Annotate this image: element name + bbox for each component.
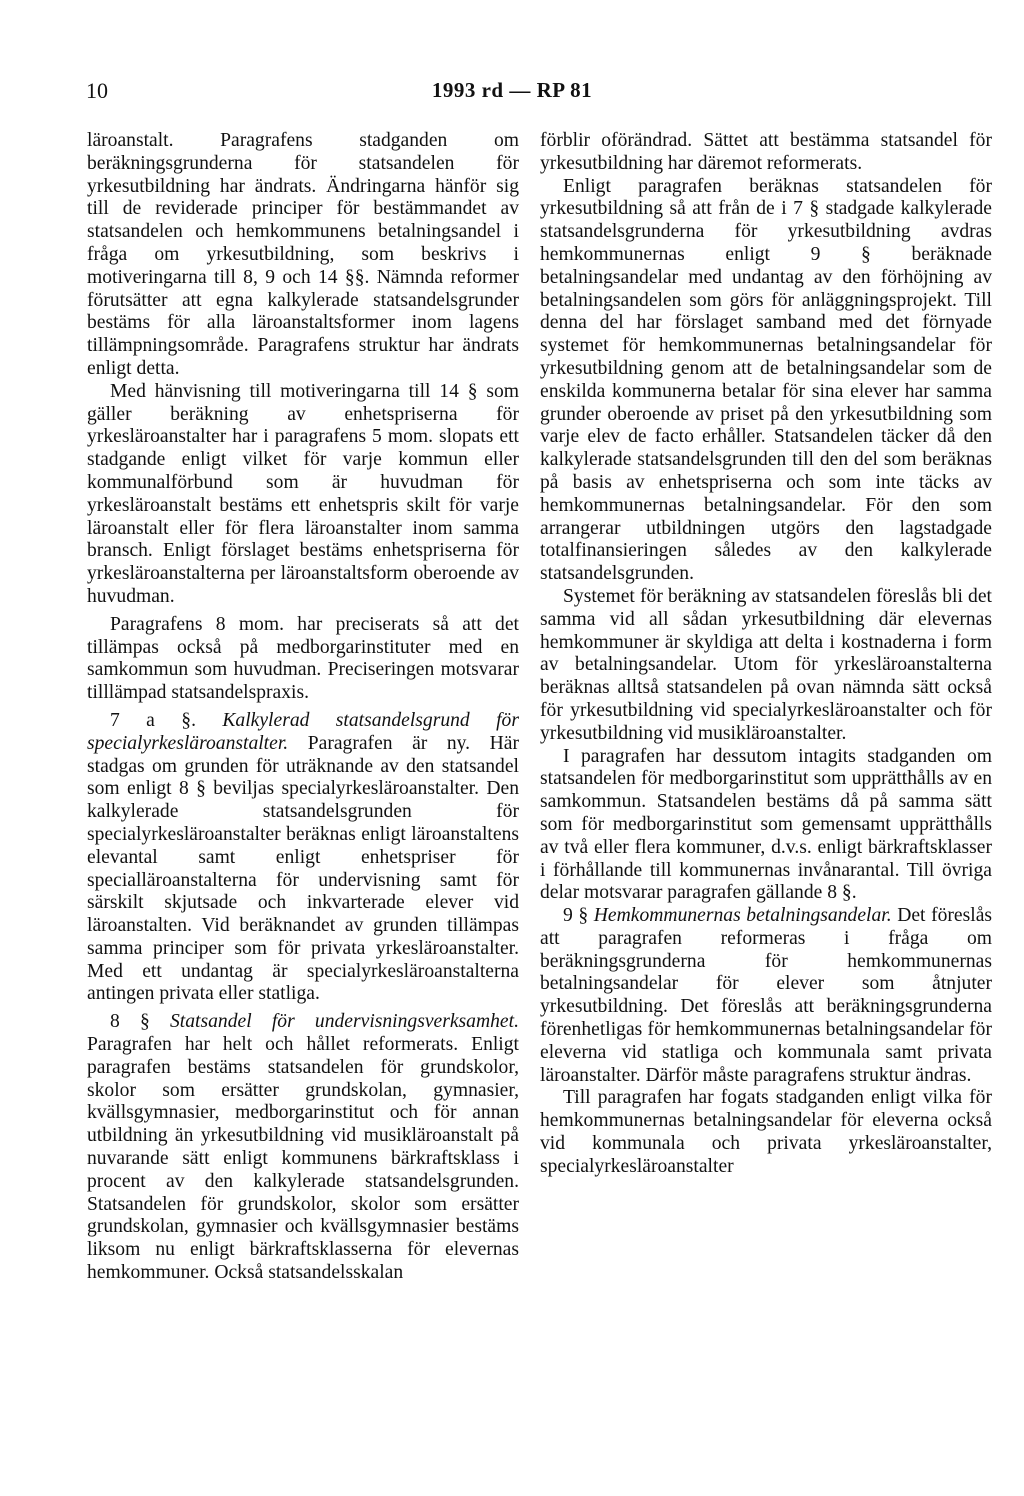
paragraph: Systemet för beräkning av statsandelen föreslås bli det samma vid all sådan yrkesutbildning där elevernas hemkommuner är skyldiga att delta i kostnaderna i form av betalningsandelar. Utom för yrkesläroanstalterna beräknas alltså statsandelen på ovan nämnda sätt också för yrkesutbildning vid specialyrkesläroanstalter och för yrkesutbildning vid musikläroanstalter. [540,585,992,744]
paragraph: Till paragrafen har fogats stadganden enligt vilka för hemkommunernas betalningsandelar för eleverna också vid kommunala och privata yrkesläroanstalter, specialyrkesläroanstalter [540,1087,992,1177]
section-number: 9 § [563,905,589,927]
section-body: Paragrafen har helt och hållet reformerats. Enligt paragrafen bestäms statsandelen för grundskolor, skolor som ersätter grundskolan, gymnasier, kvällsgymnasier, medborgarinstitut och för annan utbildning än yrkesutbildning vid musikläroanstalt på nuvarande sätt enligt kommunens bärkraftsklass i procent av den kalkylerade statsandelsgrunden. Statsandelen för grundskolor, skolor som ersätter grundskolan, gymnasier och kvällsgymnasier bestäms liksom nu enligt bärkraftsklasserna för elevernas hemkommuner. Också statsandelsskalan [87,1034,519,1284]
paragraph: Paragrafens 8 mom. har preciserats så att det tillämpas också på medborgarinstituter med en samkommun som huvudman. Preciseringen motsvarar tilllämpad statsandelspraxis. [87,613,519,704]
paragraph: Med hänvisning till motiveringarna till 14 § som gäller beräkning av enhetspriserna för yrkesläroanstalter har i paragrafens 5 mom. slopats ett stadgande enligt vilket för varje kommun eller kommunalförbund som är huvudman för yrkesläroanstalt bestäms ett enhetspris skilt för varje läroanstalt eller för flera läroanstalter inom samma bransch. Enligt förslaget bestäms enhetspriserna för yrkesläroanstalterna per läroanstaltsform oberoende av huvudman. [87,380,519,607]
running-head: 1993 rd — RP 81 [431,78,593,102]
section-number: 8 § [110,1011,150,1033]
paragraph: Enligt paragrafen beräknas statsandelen för yrkesutbildning så att från de i 7 § stadgade kalkylerade statsandelsgrunderna för yrkesutbildning avdras hemkommunernas enligt 9 § beräknade betalningsandelar med undantag av den förhöjning av betalningsandelen som görs för anläggningsprojekt. Till denna del har förslaget samband med det förnyade systemet för hemkommunernas betalningsandelar för yrkesutbildning genom att de betalningsandelar som de enskilda kommunerna betalar för sina elever har samma grunder oberoende av priset på den yrkesutbildning som varje elev de facto erhåller. Statsandelen täcker då den kalkylerade statsandelsgrunden till den del som beräknas på basis av enhetspriserna och som inte täcks av hemkommunernas betalningsandelar. För den som arrangerar utbildningen utgörs den lagstadgade totalfinansieringen således av den kalkylerade statsandelsgrunden. [540,175,992,585]
page-header [0,78,1024,108]
section-title: Hemkommunernas betalningsandelar. [593,905,892,927]
left-column [87,130,519,1285]
paragraph: läroanstalt. Paragrafens stadganden om beräkningsgrunderna för statsandelen för yrkesutbildning har ändrats. Ändringarna hänför sig till de reviderade principer för bestämmandet av statsandelen och hemkommunens betalningsandel i fråga om yrkesutbildning, som beskrivs i motiveringarna till 8, 9 och 14 §§. Nämnda reformer förutsätter att egna kalkylerade statsandelsgrunder bestäms för alla läroanstaltsformer inom lagens tillämpningsområde. Paragrafens struktur har ändrats enligt detta. [87,130,519,379]
section-paragraph [87,1011,519,1285]
paragraph: I paragrafen har dessutom intagits stadganden om statsandelen för medborgarinstitut som upprätthålls av en samkommun. Statsandelen bestäms då på samma sätt som för medborgarinstitut som gemensamt upprätthålls av två eller flera kommuner, d.v.s. enligt bärkraftsklasser i förhållande till kommunernas invånarantal. Till övriga delar motsvarar paragrafen gällande 8 §. [540,745,992,904]
page-number: 10 [86,78,108,103]
section-body: Det föreslås att paragrafen reformeras i fråga om beräkningsgrunderna för hemkommunernas betalningsandelar för elever som åtnjuter yrkesutbildning. Det föreslås att beräkningsgrunderna förenhetligas för hemkommunernas betalningsandelar för eleverna vid statliga och kommunala samt privata läroanstalter. Därför måste paragrafens struktur ändras. [540,905,993,1086]
section-title: Statsandel för undervisningsverksamhet. [170,1011,519,1033]
section-paragraph [540,905,992,1087]
section-body: Paragrafen är ny. Här stadgas om grunden för uträknande av den statsandel som enligt 8 § beviljas specialyrkesläroanstalter. Den kalkylerade statsandelsgrunden för specialyrkesläroanstalter beräknas enligt läroanstaltens elevantal samt enligt enhetspriser för specialläroanstalterna för undervisning samt för särskilt skjutsade och inkvarterade elever vid läroanstalten. Vid beräknandet av grunden tillämpas samma principer som för privata yrkesläroanstalter. Med ett undantag är specialyrkesläroanstalterna antingen privata eller statliga. [87,732,519,1005]
section-title: Kalkylerad statsandelsgrund för specialyrkesläroanstalter. [87,709,519,754]
paragraph: förblir oförändrad. Sättet att bestämma statsandel för yrkesutbildning har däremot reformerats. [540,130,992,174]
section-paragraph [87,710,519,1006]
section-number: 7 a §. [110,709,196,731]
right-column [540,130,992,1179]
